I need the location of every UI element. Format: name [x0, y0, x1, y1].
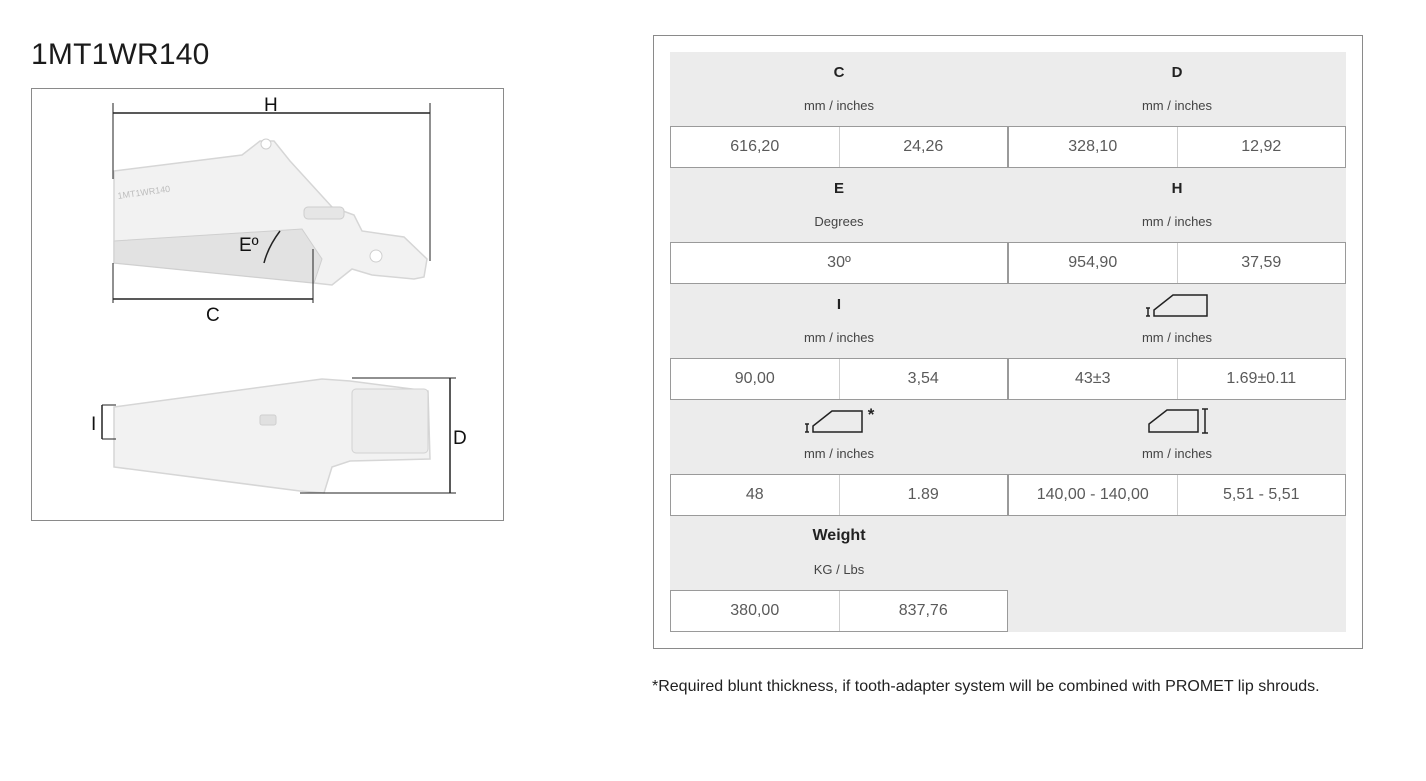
spec-values: [670, 358, 1008, 400]
spec-unit: Degrees: [814, 214, 864, 229]
spec-header-blunt-required: [670, 400, 1008, 440]
spec-unit: mm / inches: [803, 330, 875, 345]
specification-table: [653, 35, 1363, 649]
blunt-profile-icon: [1145, 290, 1209, 318]
spec-values: [670, 590, 1008, 632]
part-stamp: 1MT1WR140: [116, 183, 171, 201]
spec-cell-c: [670, 52, 1008, 168]
spec-header-e: E: [833, 179, 844, 197]
spec-cell-i: [670, 284, 1008, 400]
required-asterisk: *: [867, 405, 875, 424]
product-drawing: [31, 88, 504, 521]
spec-value-inches: 5,51 - 5,51: [1177, 475, 1346, 515]
spec-header-blunt: [1008, 284, 1346, 324]
spec-unit: mm / inches: [803, 98, 875, 113]
spec-value-mm: 954,90: [1068, 254, 1118, 271]
dimension-c-label: C: [206, 305, 220, 326]
spec-cell-e: [670, 168, 1008, 284]
spec-value-inches: 3,54: [839, 359, 1008, 399]
dimension-i-label: I: [91, 414, 97, 435]
spec-value-mm: 43±3: [1075, 370, 1111, 387]
spec-value-degrees: 30º: [827, 254, 851, 271]
spec-value-inches: 24,26: [839, 127, 1008, 167]
footnote: *Required blunt thickness, if tooth-adapter system will be combined with PROMET lip shrouds.: [652, 678, 1320, 695]
spec-value-mm: 616,20: [730, 138, 780, 155]
spec-value-lbs: 837,76: [839, 591, 1008, 631]
spec-value-kg: 380,00: [730, 602, 780, 619]
spec-value-mm: 328,10: [1068, 138, 1118, 155]
spec-cell-nose-height: [1008, 400, 1346, 516]
spec-unit: mm / inches: [1141, 446, 1213, 461]
spec-values: [1008, 474, 1346, 516]
spec-values: [1008, 242, 1346, 284]
spec-header-weight: Weight: [812, 527, 866, 544]
spec-cell-blunt: [1008, 284, 1346, 400]
spec-value-mm: 90,00: [734, 370, 775, 387]
side-view: [114, 139, 427, 285]
spec-values: [1008, 358, 1346, 400]
nose-height-profile-icon: [1145, 406, 1209, 434]
spec-values: [670, 474, 1008, 516]
dimension-h-label: H: [264, 95, 278, 116]
spec-value-inches: 1.69±0.11: [1177, 359, 1346, 399]
dimension-i: [91, 405, 116, 439]
spec-unit: mm / inches: [803, 446, 875, 461]
dimension-e-label: Eº: [239, 235, 259, 256]
spec-cell-weight: [670, 516, 1008, 632]
spec-value-inches: 1.89: [839, 475, 1008, 515]
spec-values: [670, 242, 1008, 284]
spec-header-c: C: [833, 63, 845, 81]
spec-value-inches: 12,92: [1177, 127, 1346, 167]
spec-header-d: D: [1171, 63, 1183, 81]
specification-grid: [670, 52, 1346, 632]
spec-values: [1008, 126, 1346, 168]
spec-cell-d: [1008, 52, 1346, 168]
spec-unit: mm / inches: [1141, 330, 1213, 345]
spec-cell-blunt-required: [670, 400, 1008, 516]
spec-unit: mm / inches: [1141, 214, 1213, 229]
spec-header-nose-height: [1008, 400, 1346, 440]
spec-value-mm: 48: [745, 486, 764, 503]
spec-unit: mm / inches: [1141, 98, 1213, 113]
spec-header-i: I: [836, 295, 842, 313]
technical-drawing: [32, 89, 503, 520]
spec-unit: KG / Lbs: [813, 562, 865, 577]
spec-values: [670, 126, 1008, 168]
dimension-d-label: D: [453, 428, 467, 449]
spec-cell-h: [1008, 168, 1346, 284]
spec-value-mm: 140,00 - 140,00: [1036, 486, 1149, 503]
top-view: [114, 379, 430, 493]
spec-header-h: H: [1171, 179, 1183, 197]
blunt-profile-required-icon: [804, 406, 868, 434]
spec-value-inches: 37,59: [1177, 243, 1346, 283]
product-title: 1MT1WR140: [31, 38, 210, 71]
